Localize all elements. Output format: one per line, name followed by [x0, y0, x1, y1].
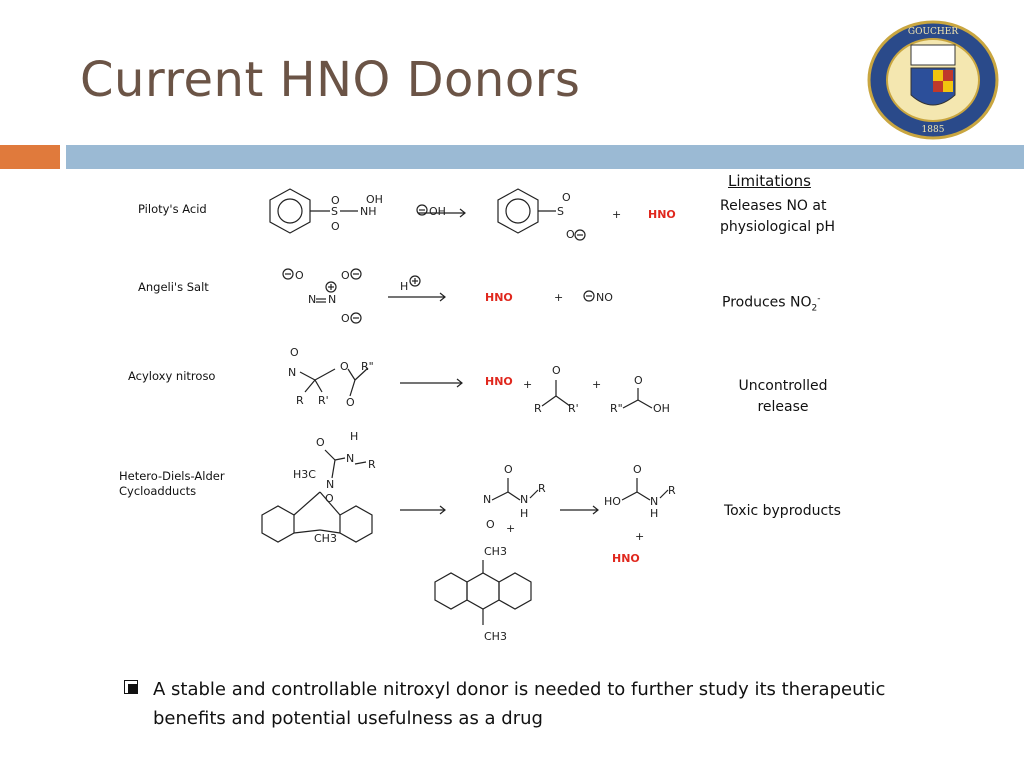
svg-text:R": R" — [610, 402, 623, 415]
svg-text:HNO: HNO — [612, 552, 640, 565]
svg-text:CH3: CH3 — [484, 545, 507, 558]
svg-text:CH3: CH3 — [314, 532, 337, 545]
reaction-name-angelis-salt: Angeli's Salt — [138, 280, 209, 294]
svg-text:OH: OH — [366, 193, 383, 206]
svg-text:+: + — [506, 522, 516, 535]
svg-text:O: O — [562, 191, 571, 204]
svg-text:NH: NH — [360, 205, 377, 218]
svg-text:N: N — [483, 493, 492, 506]
svg-text:N: N — [650, 495, 659, 508]
svg-text:S: S — [331, 205, 338, 218]
anthracene-adduct-ring-left — [262, 506, 294, 542]
svg-text:O: O — [331, 220, 340, 233]
reaction-schemes-diagram — [240, 170, 710, 645]
svg-text:+: + — [635, 530, 645, 543]
svg-text:OH: OH — [429, 205, 446, 218]
limitations-header: Limitations — [728, 172, 811, 190]
reaction-name-hetero-diels-alder: Hetero-Diels-Alder Cycloadducts — [119, 469, 225, 498]
svg-text:O: O — [566, 228, 575, 241]
svg-text:GOUCHER: GOUCHER — [907, 27, 959, 37]
checkbox-bullet-icon — [124, 680, 138, 694]
accent-bar-blue — [66, 145, 1024, 169]
svg-text:O: O — [346, 396, 355, 409]
svg-text:R: R — [538, 482, 546, 495]
svg-text:R": R" — [361, 360, 374, 373]
svg-text:R': R' — [568, 402, 579, 415]
svg-text:HNO: HNO — [648, 208, 676, 221]
svg-text:N: N — [328, 293, 337, 306]
svg-text:H: H — [400, 280, 409, 293]
limitation-hetero-diels-alder: Toxic byproducts — [724, 503, 841, 519]
dimethylanthracene-ring-1 — [435, 573, 467, 609]
dimethylanthracene-ring-2 — [467, 573, 499, 609]
svg-text:O: O — [316, 436, 325, 449]
svg-text:+: + — [592, 378, 602, 391]
limitation-acyloxy-nitroso: Uncontrolled release — [738, 378, 828, 415]
svg-text:R: R — [534, 402, 542, 415]
svg-text:O: O — [295, 269, 304, 282]
svg-text:+: + — [523, 378, 533, 391]
svg-text:O: O — [290, 346, 299, 359]
svg-text:1885: 1885 — [921, 125, 945, 135]
benzene-ring-1 — [270, 189, 310, 233]
svg-text:R: R — [296, 394, 304, 407]
svg-text:HO: HO — [604, 495, 621, 508]
limitation-pilotys-acid: Releases NO at physiological pH — [720, 198, 836, 235]
svg-text:O: O — [341, 312, 350, 325]
svg-text:+: + — [554, 291, 564, 304]
svg-text:O: O — [633, 463, 642, 476]
svg-text:O: O — [341, 269, 350, 282]
limitation-angelis-salt: Produces $NO_2^-$ — [722, 294, 821, 314]
svg-text:H: H — [650, 507, 659, 520]
svg-text:N: N — [346, 452, 355, 465]
svg-text:R: R — [368, 458, 376, 471]
svg-text:N: N — [520, 493, 529, 506]
svg-text:N: N — [288, 366, 297, 379]
svg-text:O: O — [504, 463, 513, 476]
svg-text:OH: OH — [653, 402, 670, 415]
svg-text:R: R — [668, 484, 676, 497]
reaction-name-pilotys-acid: Piloty's Acid — [138, 202, 207, 216]
reaction-name-acyloxy-nitroso: Acyloxy nitroso — [128, 369, 216, 383]
dimethylanthracene-ring-3 — [499, 573, 531, 609]
svg-text:CH3: CH3 — [484, 630, 507, 643]
goucher-college-seal-logo — [866, 20, 1000, 140]
svg-text:H: H — [520, 507, 529, 520]
anthracene-adduct-ring-right — [340, 506, 372, 542]
svg-text:O: O — [331, 194, 340, 207]
bullet-text: A stable and controllable nitroxyl donor is needed to further study its therapeutic benefits and potential usefulness as a drug — [153, 679, 886, 729]
svg-text:R': R' — [318, 394, 329, 407]
svg-text:NO: NO — [596, 291, 613, 304]
svg-text:O: O — [486, 518, 495, 531]
svg-text:N: N — [326, 478, 335, 491]
svg-text:H: H — [350, 430, 359, 443]
accent-bar-orange — [0, 145, 60, 169]
svg-text:+: + — [612, 208, 622, 221]
svg-text:S: S — [557, 205, 564, 218]
svg-text:O: O — [340, 360, 349, 373]
svg-text:HNO: HNO — [485, 291, 513, 304]
svg-text:O: O — [552, 364, 561, 377]
svg-text:O: O — [325, 492, 334, 505]
benzene-ring-2 — [498, 189, 538, 233]
slide-title: Current HNO Donors — [80, 52, 581, 108]
svg-text:N: N — [308, 293, 317, 306]
svg-text:H3C: H3C — [293, 468, 316, 481]
svg-text:HNO: HNO — [485, 375, 513, 388]
svg-text:O: O — [634, 374, 643, 387]
